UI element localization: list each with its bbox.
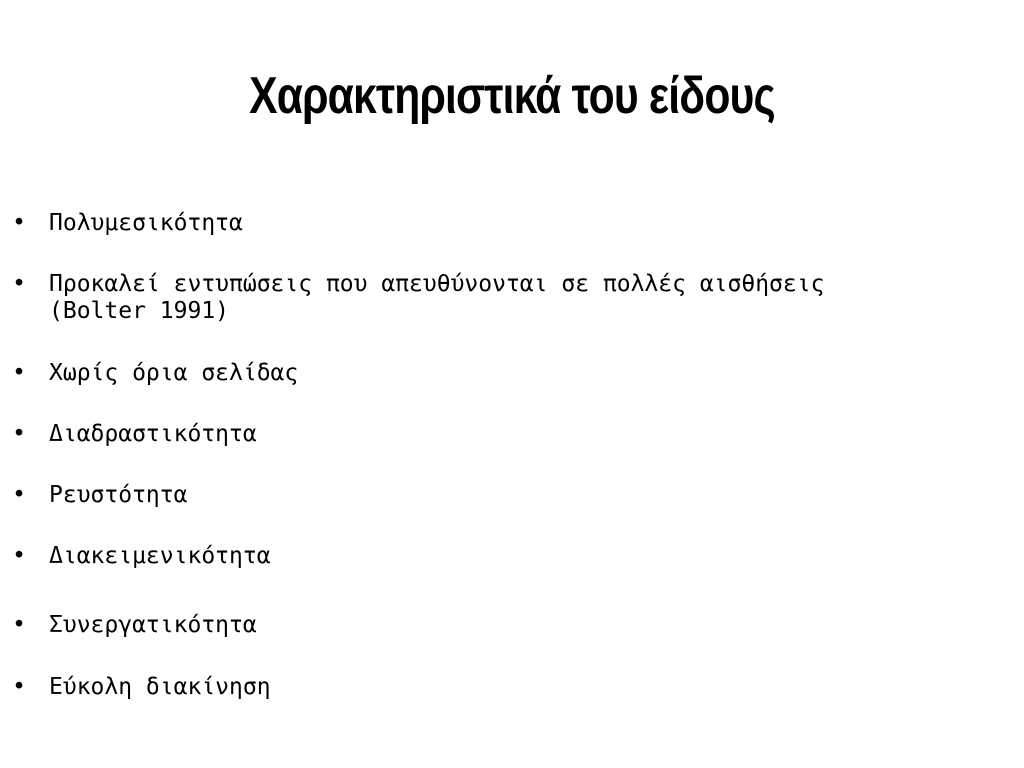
list-item-text: Διαδραστικότητα — [49, 421, 257, 447]
bullet-icon: • — [12, 421, 26, 447]
bullet-icon: • — [12, 482, 26, 508]
list-item-text: Ρευστότητα — [49, 482, 188, 508]
list-item-text: Πολυμεσικότητα — [49, 210, 243, 236]
list-item-text: Διακειμενικότητα — [49, 543, 271, 569]
slide-title: Χαρακτηριστικά του είδους — [249, 67, 775, 125]
list-item-text: Εύκολη διακίνηση — [49, 674, 271, 700]
bullet-icon: • — [12, 543, 26, 569]
bullet-icon: • — [12, 612, 26, 638]
bullet-icon: • — [12, 210, 26, 236]
list-item-text: Χωρίς όρια σελίδας — [49, 360, 299, 386]
bullet-icon: • — [12, 674, 26, 700]
bullet-icon: • — [12, 271, 26, 297]
list-item-text: Προκαλεί εντυπώσεις που απευθύνονται σε πολλές αισθήσεις (Bolter 1991) — [49, 271, 825, 324]
list-item-text: Συνεργατικότητα — [49, 612, 257, 638]
bullet-icon: • — [12, 360, 26, 386]
